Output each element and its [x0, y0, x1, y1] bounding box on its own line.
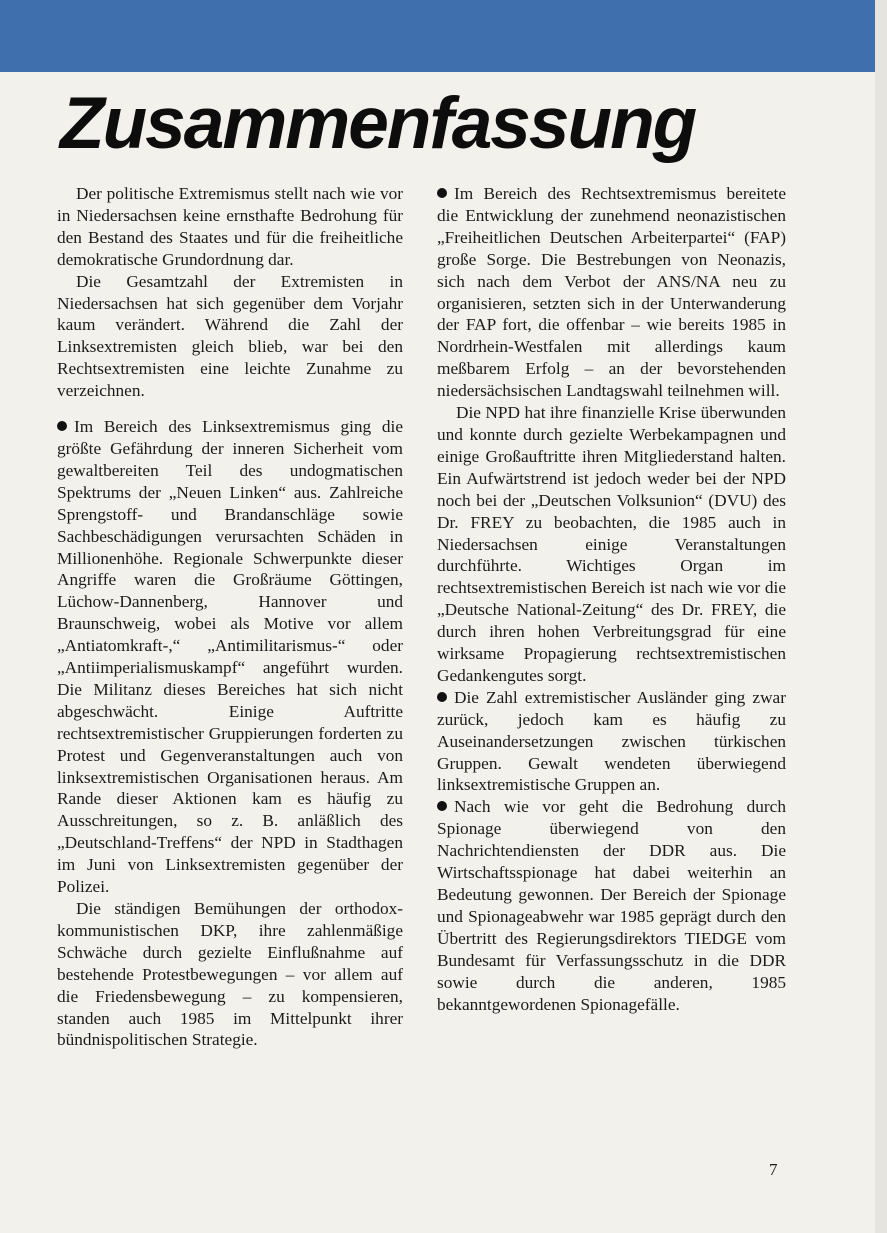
paragraph: Die NPD hat ihre finanzielle Krise überwunden und konnte durch gezielte Werbekampagnen und einige Großauftritte ihren Mitgliederstand halten. Ein Aufwärtstrend ist jedoch weder bei der NPD noch bei der „Deutschen Volksunion“ (DVU) des Dr. FREY zu beobachten, die 1985 auch in Niedersachsen einige Veranstaltungen durchführte. Wichtiges Organ im rechtsextremistischen Bereich ist nach wie vor die „Deutsche National-Zeitung“ des Dr. FREY, die durch ihren hohen Verbreitungsgrad für eine wirksame Propagierung rechtsextremistischen Gedankengutes sorgt. [437, 403, 786, 685]
paragraph: Der politische Extremismus stellt nach wie vor in Niedersachsen keine ernsthafte Bedrohung für den Bestand des Staates und für die freiheitliche demokratische Grundordnung dar. [57, 184, 403, 269]
header-band [0, 0, 875, 72]
right-column [437, 183, 786, 1015]
bullet-paragraph [437, 183, 786, 402]
bullet-paragraph [437, 687, 786, 797]
bullet-icon [57, 421, 67, 431]
page-number: 7 [769, 1160, 778, 1179]
page-title: Zusammenfassung [60, 83, 696, 164]
paragraph-text: Im Bereich des Rechtsextremismus bereitete die Entwicklung der zunehmend neonazistischen „Freiheitlichen Deutschen Arbeiterpartei“ (FAP) große Sorge. Die Bestrebungen von Neonazis, sich nach dem Verbot der ANS/NA neu zu organisieren, setzten sich in der Unterwanderung der FAP fort, die offenbar – wie bereits 1985 in Nordrhein-Westfalen mit allerdings kaum meßbarem Erfolg – an der bevorstehenden niedersächsischen Landtagswahl teilnehmen will. [437, 184, 786, 401]
paragraph: Die Gesamtzahl der Extremisten in Niedersachsen hat sich gegenüber dem Vorjahr kaum verändert. Während die Zahl der Linksextremisten gleich blieb, war bei den Rechtsextremisten eine leichte Zunahme zu verzeichnen. [57, 271, 403, 401]
paragraph-text: Im Bereich des Linksextremismus ging die größte Gefährdung der inneren Sicherheit vom gewaltbereiten Teil des undogmatischen Spektrums der „Neuen Linken“ aus. Zahlreiche Sprengstoff- und Brandanschläge sowie Sachbeschädigungen verursachten Schäden in Millionenhöhe. Regionale Schwerpunkte dieser Angriffe waren die Großräume Göttingen, Lüchow-Dannenberg, Hannover und Braunschweig, wobei als Motive vor allem „Antiatomkraft-,“ „Antimilitarismus-“ oder „Antiimperialismuskampf“ angeführt wurden. Die Militanz dieses Bereiches hat sich nicht abgeschwächt. Einige Auftritte rechtsextremistischer Gruppierungen forderten zu Protest und Gegenveranstaltungen auch von linksextremistischen Organisationen heraus. Am Rande dieser Aktionen kam es häufig zu Ausschreitungen, so z. B. anläßlich des „Deutschland-Treffens“ der NPD in Stadthagen im Juni von Linksextremisten gegenüber der Polizei. [57, 417, 403, 897]
paragraph-text: Nach wie vor geht die Bedrohung durch Spionage überwiegend von den Nachrichtendiensten der DDR aus. Die Wirtschaftsspionage hat dabei weiterhin an Bedeutung gewonnen. Der Bereich der Spionage und Spionageabwehr war 1985 geprägt durch den Übertritt des Regierungsdirektors TIEDGE vom Bundesamt für Verfassungsschutz in die DDR sowie durch die anderen, 1985 bekanntgewordenen Spionagefälle. [437, 797, 786, 1014]
left-column [57, 183, 403, 1051]
bullet-icon [437, 188, 447, 198]
bullet-icon [437, 692, 447, 702]
bullet-paragraph [57, 416, 403, 898]
paragraph: Die ständigen Bemühungen der orthodox-kommunistischen DKP, ihre zahlenmäßige Schwäche durch gezielte Einflußnahme auf bestehende Protestbewegungen – vor allem auf die Friedensbewegung – zu kompensieren, standen auch 1985 im Mittelpunkt ihrer bündnispolitischen Strategie. [57, 899, 403, 1050]
page-edge [875, 0, 887, 1233]
bullet-icon [437, 801, 447, 811]
paragraph-text: Die Zahl extremistischer Ausländer ging zwar zurück, jedoch kam es häufig zu Auseinandersetzungen zwischen türkischen Gruppen. Gewalt wendeten überwiegend linksextremistische Gruppen an. [437, 687, 786, 795]
bullet-paragraph [437, 796, 786, 1015]
